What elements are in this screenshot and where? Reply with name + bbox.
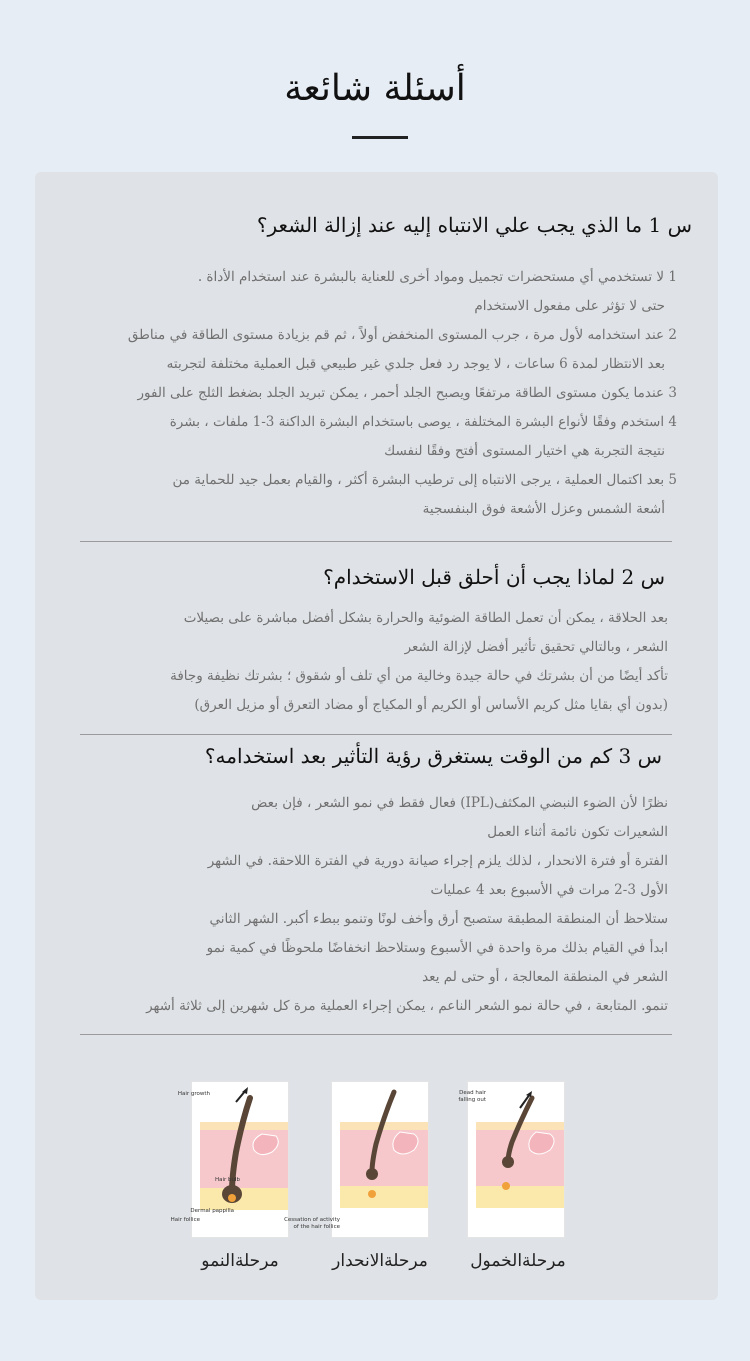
telogen-stage-label: مرحلةالخمول: [470, 1251, 566, 1271]
answer-line: (بدون أي بقايا مثل كريم الأساس أو الكريم أو المكياج أو مضاد التعرق أو مزيل العرق): [194, 697, 668, 713]
answer-line: 2 عند استخدامه لأول مرة ، جرب المستوى المنخفض أولاً ، ثم قم بزيادة مستوى الطاقة في مناطق: [127, 327, 677, 343]
catagen-stage-image: [284, 1082, 428, 1237]
answer-line: أشعة الشمس وعزل الأشعة فوق البنفسجية: [422, 501, 665, 517]
answer-line: حتى لا تؤثر على مفعول الاستخدام: [474, 298, 665, 314]
catagen-stage-label: مرحلةالانحدار: [332, 1251, 428, 1271]
telogen-illustration: [458, 1082, 564, 1237]
answer-line: الشعيرات تكون نائمة أثناء العمل: [487, 824, 668, 840]
answer-line: الشعر في المنطقة المعالجة ، أو حتى لم يعد: [422, 969, 668, 985]
faq-question-3: س 3 كم من الوقت يستغرق رؤية التأثير بعد استخدامه؟: [204, 744, 662, 768]
anagen-stage-label: مرحلةالنمو: [201, 1251, 279, 1271]
annotation: Hair bulb: [214, 1177, 240, 1183]
answer-line: تنمو. المتابعة ، في حالة نمو الشعر الناعم ، يمكن إجراء العملية مرة كل شهرين إلى ثلاثة أشهر: [146, 998, 668, 1014]
annotation: of the hair follice: [293, 1224, 340, 1230]
anagen-illustration: [170, 1082, 288, 1237]
answer-line: بعد الحلاقة ، يمكن أن تعمل الطاقة الضوئية والحرارة بشكل أفضل مباشرة على بصيلات: [183, 610, 668, 626]
answer-line: الفترة أو فترة الانحدار ، لذلك يلزم إجراء صيانة دورية في الفترة اللاحقة. في الشهر: [207, 853, 668, 869]
answer-line: 3 عندما يكون مستوى الطاقة مرتفعًا ويصبح الجلد أحمر ، يمكن تبريد الجلد بضغط الثلج على الفور: [137, 385, 677, 401]
catagen-illustration: [284, 1082, 428, 1237]
faq-divider: [80, 734, 672, 735]
answer-line: 4 استخدم وفقًا لأنواع البشرة المختلفة ، يوصى باستخدام البشرة الداكنة 3-1 ملفات ، بشرة: [169, 414, 677, 430]
answer-line: تأكد أيضًا من أن بشرتك في حالة جيدة وخالية من أي تلف أو شقوق ؛ بشرتك نظيفة وجافة: [170, 668, 668, 684]
faq-answer-3: [146, 789, 668, 1021]
annotation: falling out: [458, 1097, 486, 1103]
answer-line: نظرًا لأن الضوء النبضي المكثف(IPL) فعال فقط في نمو الشعر ، فإن بعض: [251, 795, 668, 811]
answer-line: الشعر ، وبالتالي تحقيق تأثير أفضل لإزالة الشعر: [404, 639, 668, 655]
faq-divider: [80, 541, 672, 542]
telogen-stage-image: [458, 1082, 564, 1237]
anagen-stage-image: [170, 1082, 288, 1237]
answer-line: بعد الانتظار لمدة 6 ساعات ، لا يوجد رد فعل جلدي غير طبيعي قبل العملية مختلفة لتجربته: [166, 356, 665, 372]
annotation: Hair growth: [177, 1091, 210, 1097]
title-underline: [352, 136, 408, 139]
annotation: Hair follice: [170, 1217, 200, 1223]
answer-line: الأول 3-2 مرات في الأسبوع بعد 4 عمليات: [430, 882, 668, 898]
annotation: Dead hair: [459, 1090, 486, 1096]
annotation: Cessation of activity: [284, 1217, 340, 1223]
answer-line: ابدأ في القيام بذلك مرة واحدة في الأسبوع وستلاحظ انخفاضًا ملحوظًا في كمية نمو: [206, 940, 668, 956]
faq-answer-1: [128, 263, 677, 524]
answer-line: 1 لا تستخدمي أي مستحضرات تجميل ومواد أخرى للعناية بالبشرة عند استخدام الأداة .: [197, 269, 677, 285]
answer-line: نتيجة التجربة هي اختيار المستوى أفتح وفقًا لنفسك: [384, 443, 665, 459]
faq-divider: [80, 1034, 672, 1035]
faq-answer-2: [170, 604, 668, 720]
answer-line: ستلاحظ أن المنطقة المطبقة ستصبح أرق وأخف لونًا وتنمو ببطء أكبر. الشهر الثاني: [209, 911, 668, 927]
faq-question-1: س 1 ما الذي يجب علي الانتباه إليه عند إزالة الشعر؟: [256, 213, 692, 237]
faq-question-2: س 2 لماذا يجب أن أحلق قبل الاستخدام؟: [323, 565, 665, 589]
answer-line: 5 بعد اكتمال العملية ، يرجى الانتباه إلى ترطيب البشرة أكثر ، والقيام بعمل جيد للحماية من: [172, 472, 677, 488]
page-title: أسئلة شائعة: [284, 68, 466, 110]
annotation: Dermal pappilla: [190, 1208, 234, 1214]
